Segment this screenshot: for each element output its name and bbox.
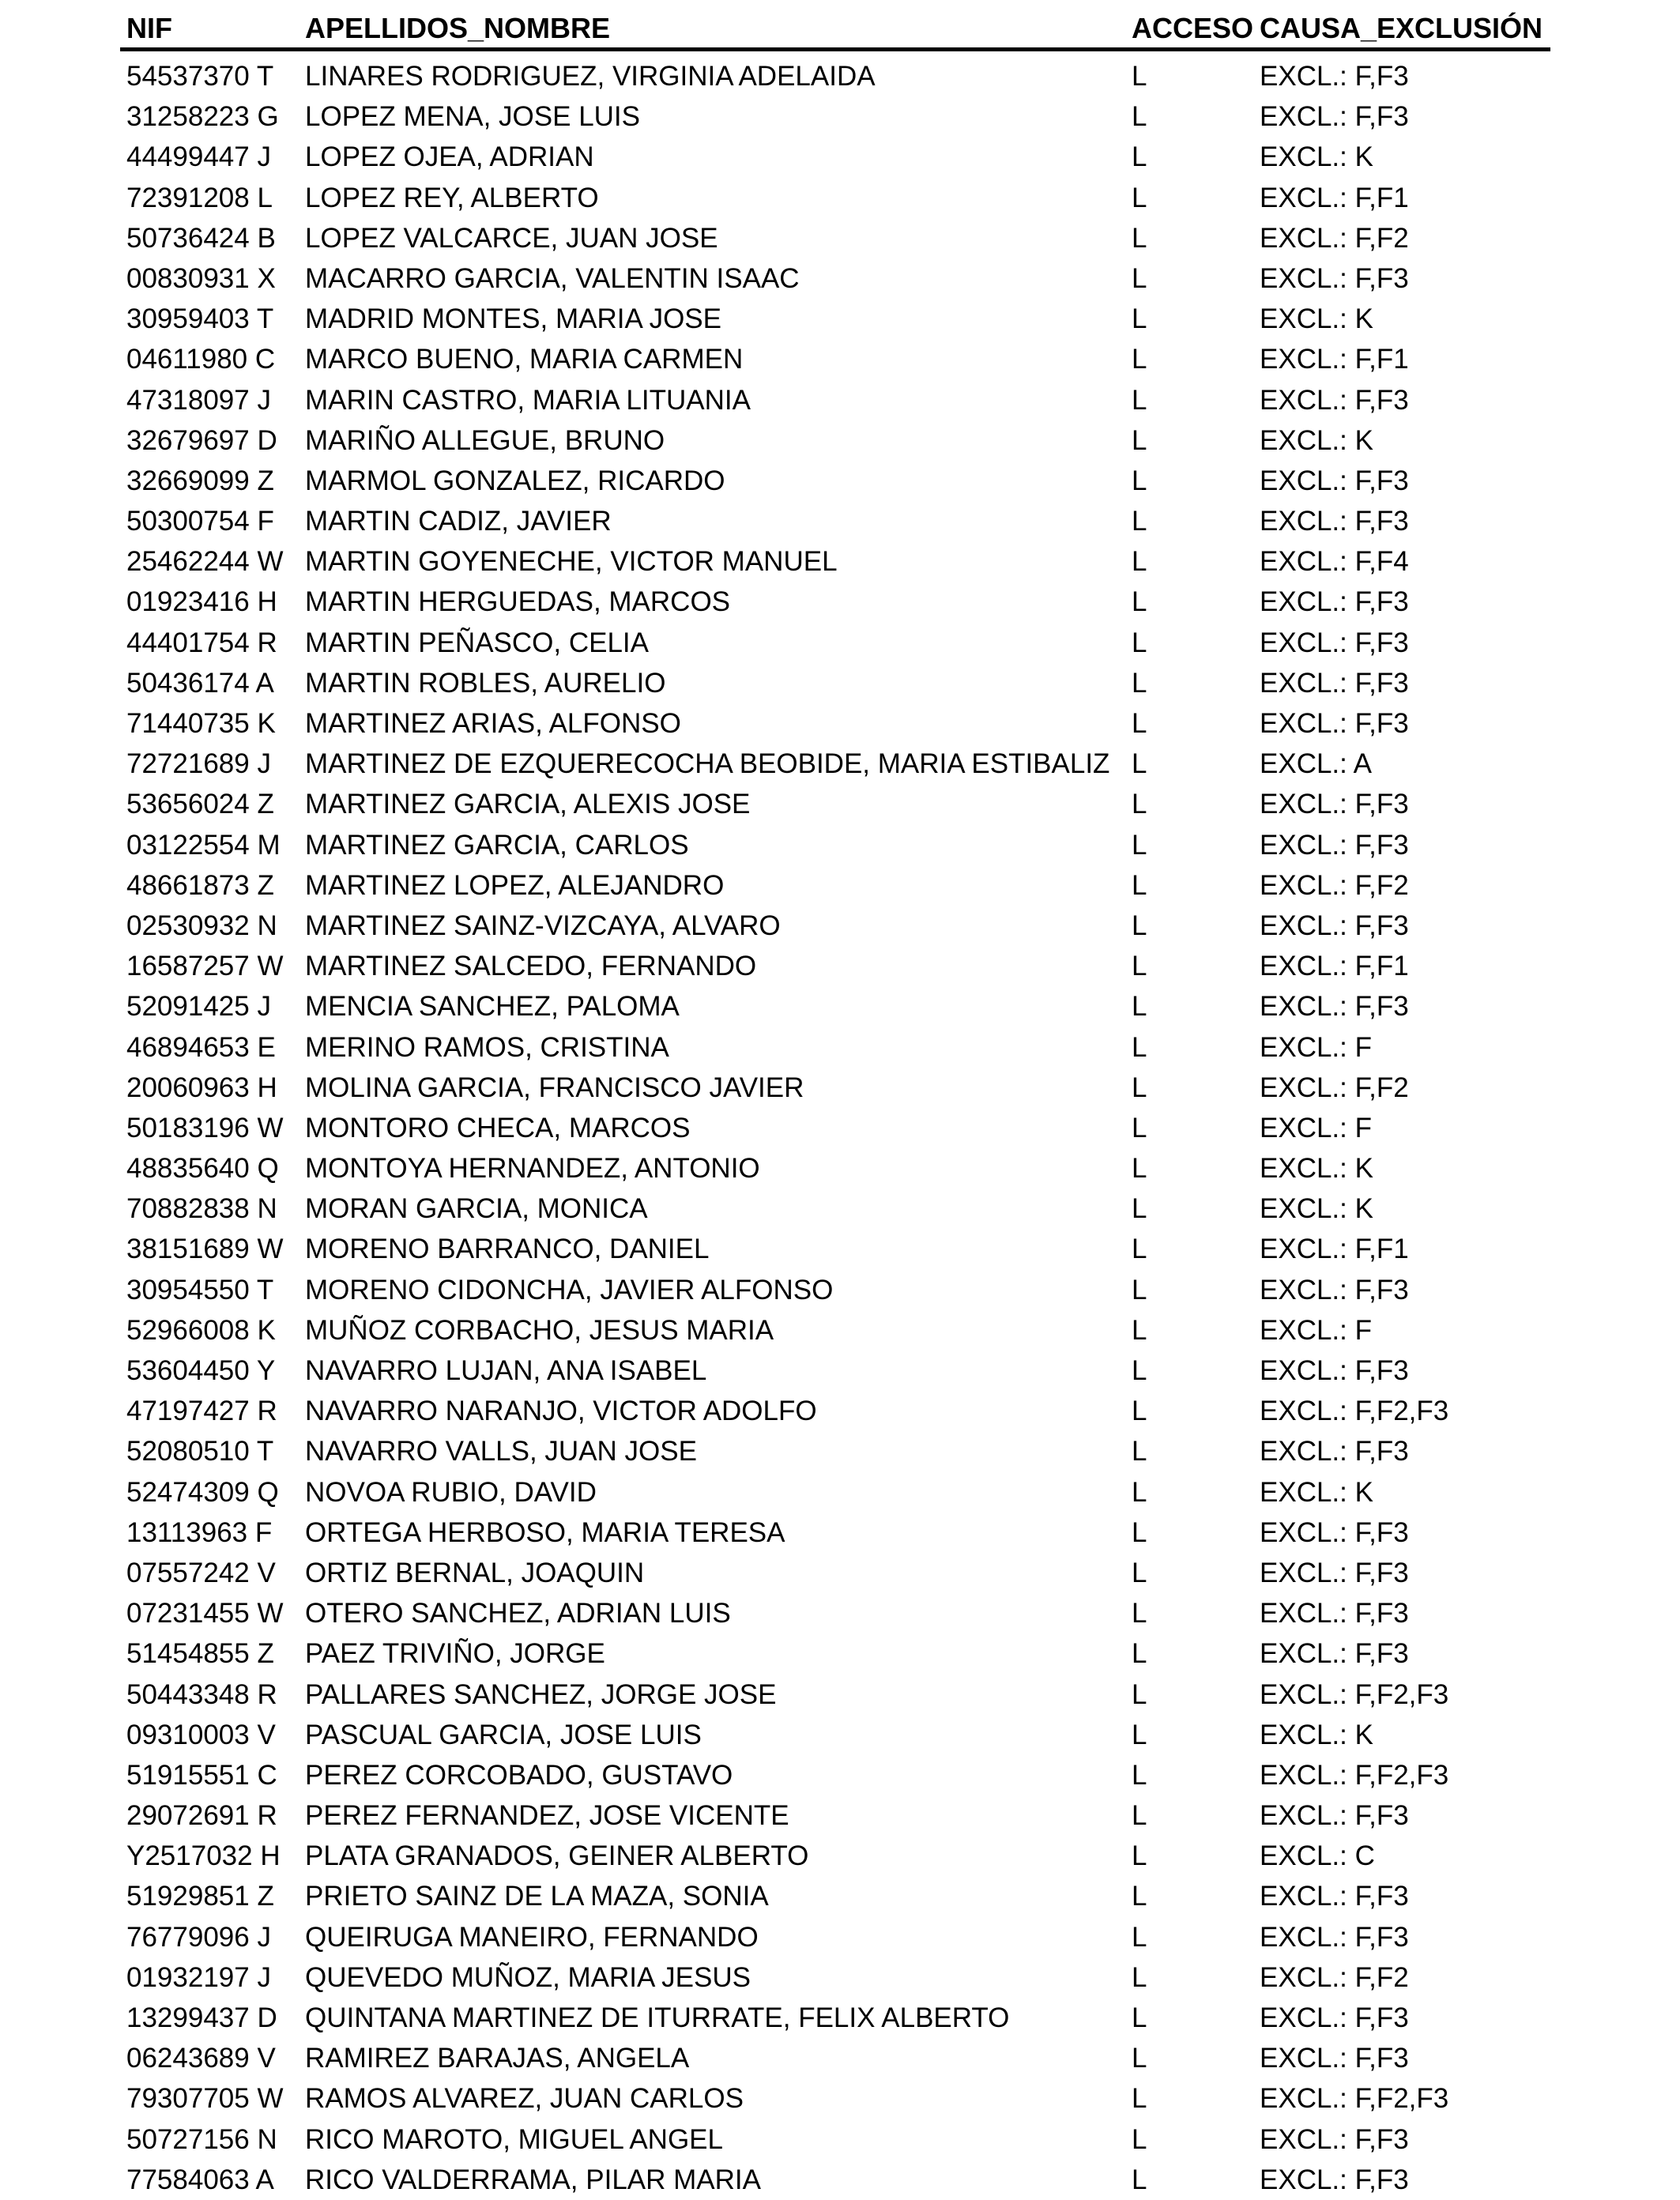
cell-nif: 52474309 Q (126, 1476, 279, 1508)
cell-nif: 47318097 J (126, 384, 271, 416)
table-row (0, 380, 1680, 420)
cell-causa-exclusion: EXCL.: F,F2 (1260, 869, 1409, 901)
cell-acceso: L (1132, 1800, 1147, 1832)
cell-nif: 13299437 D (126, 2002, 277, 2033)
cell-nif: 30954550 T (126, 1274, 274, 1305)
table-row (0, 986, 1680, 1027)
cell-causa-exclusion: EXCL.: F,F3 (1260, 667, 1409, 699)
cell-causa-exclusion: EXCL.: F,F3 (1260, 2164, 1409, 2195)
cell-apellidos-nombre: PRIETO SAINZ DE LA MAZA, SONIA (305, 1881, 769, 1912)
cell-nif: 53656024 Z (126, 789, 274, 820)
header-divider (120, 47, 1550, 51)
cell-nif: 32669099 Z (126, 465, 274, 496)
cell-apellidos-nombre: MARTIN HERGUEDAS, MARCOS (305, 586, 731, 618)
cell-nif: 25462244 W (126, 546, 284, 578)
cell-causa-exclusion: EXCL.: F,F4 (1260, 546, 1409, 578)
cell-nif: 00830931 X (126, 262, 276, 294)
cell-acceso: L (1132, 748, 1147, 780)
table-row (0, 178, 1680, 218)
cell-causa-exclusion: EXCL.: F,F3 (1260, 1881, 1409, 1912)
cell-acceso: L (1132, 1355, 1147, 1386)
cell-apellidos-nombre: MUÑOZ CORBACHO, JESUS MARIA (305, 1314, 774, 1346)
cell-apellidos-nombre: NAVARRO NARANJO, VICTOR ADOLFO (305, 1396, 817, 1427)
cell-acceso: L (1132, 1638, 1147, 1670)
cell-apellidos-nombre: RAMOS ALVAREZ, JUAN CARLOS (305, 2083, 744, 2115)
cell-apellidos-nombre: MARMOL GONZALEZ, RICARDO (305, 465, 725, 496)
table-row (0, 1472, 1680, 1512)
cell-acceso: L (1132, 1719, 1147, 1750)
cell-nif: 50727156 N (126, 2123, 277, 2155)
cell-apellidos-nombre: MARCO BUENO, MARIA CARMEN (305, 344, 744, 375)
cell-nif: 52966008 K (126, 1314, 276, 1346)
cell-nif: 76779096 J (126, 1921, 271, 1953)
cell-causa-exclusion: EXCL.: F,F3 (1260, 1516, 1409, 1548)
cell-causa-exclusion: EXCL.: K (1260, 141, 1373, 173)
cell-apellidos-nombre: MARTINEZ GARCIA, ALEXIS JOSE (305, 789, 751, 820)
cell-acceso: L (1132, 1314, 1147, 1346)
cell-causa-exclusion: EXCL.: F,F3 (1260, 829, 1409, 861)
table-row (0, 1270, 1680, 1310)
cell-causa-exclusion: EXCL.: F,F3 (1260, 506, 1409, 537)
table-header (0, 0, 1680, 49)
cell-causa-exclusion: EXCL.: F,F3 (1260, 1557, 1409, 1588)
cell-apellidos-nombre: PLATA GRANADOS, GEINER ALBERTO (305, 1840, 809, 1872)
cell-nif: 70882838 N (126, 1193, 277, 1225)
header-apellidos-nombre: APELLIDOS_NOMBRE (305, 12, 611, 44)
cell-causa-exclusion: EXCL.: F,F2 (1260, 1072, 1409, 1103)
cell-nif: 07557242 V (126, 1557, 276, 1588)
cell-apellidos-nombre: LINARES RODRIGUEZ, VIRGINIA ADELAIDA (305, 61, 876, 92)
cell-nif: 50443348 R (126, 1678, 277, 1710)
cell-nif: 79307705 W (126, 2083, 284, 2115)
cell-apellidos-nombre: MARTINEZ SAINZ-VIZCAYA, ALVARO (305, 910, 781, 941)
cell-apellidos-nombre: OTERO SANCHEZ, ADRIAN LUIS (305, 1598, 731, 1629)
cell-causa-exclusion: EXCL.: A (1260, 748, 1373, 780)
cell-nif: 32679697 D (126, 424, 277, 456)
cell-causa-exclusion: EXCL.: F,F3 (1260, 1355, 1409, 1386)
table-row (0, 906, 1680, 946)
table-row (0, 96, 1680, 137)
cell-acceso: L (1132, 1193, 1147, 1225)
cell-causa-exclusion: EXCL.: F,F2,F3 (1260, 1678, 1449, 1710)
cell-apellidos-nombre: MARTIN GOYENECHE, VICTOR MANUEL (305, 546, 838, 578)
table-row (0, 865, 1680, 906)
table-row (0, 1068, 1680, 1108)
cell-causa-exclusion: EXCL.: F,F3 (1260, 1274, 1409, 1305)
cell-nif: Y2517032 H (126, 1840, 281, 1872)
cell-causa-exclusion: EXCL.: K (1260, 1476, 1373, 1508)
cell-causa-exclusion: EXCL.: F,F3 (1260, 1598, 1409, 1629)
cell-apellidos-nombre: MARTIN CADIZ, JAVIER (305, 506, 612, 537)
cell-nif: 53604450 Y (126, 1355, 276, 1386)
cell-causa-exclusion: EXCL.: K (1260, 1719, 1373, 1750)
cell-apellidos-nombre: MENCIA SANCHEZ, PALOMA (305, 991, 680, 1023)
cell-apellidos-nombre: RICO MAROTO, MIGUEL ANGEL (305, 2123, 723, 2155)
cell-causa-exclusion: EXCL.: F,F1 (1260, 344, 1409, 375)
table-row (0, 1027, 1680, 1068)
table-row (0, 1189, 1680, 1229)
cell-apellidos-nombre: MORAN GARCIA, MONICA (305, 1193, 648, 1225)
cell-acceso: L (1132, 303, 1147, 335)
cell-causa-exclusion: EXCL.: C (1260, 1840, 1375, 1872)
cell-apellidos-nombre: ORTEGA HERBOSO, MARIA TERESA (305, 1516, 785, 1548)
cell-nif: 01923416 H (126, 586, 277, 618)
cell-apellidos-nombre: MERINO RAMOS, CRISTINA (305, 1031, 669, 1063)
cell-apellidos-nombre: MARTINEZ ARIAS, ALFONSO (305, 708, 681, 739)
table-row (0, 1351, 1680, 1391)
cell-nif: 77584063 A (126, 2164, 274, 2195)
cell-apellidos-nombre: LOPEZ MENA, JOSE LUIS (305, 101, 640, 133)
cell-apellidos-nombre: MARTIN ROBLES, AURELIO (305, 667, 666, 699)
cell-apellidos-nombre: PALLARES SANCHEZ, JORGE JOSE (305, 1678, 777, 1710)
cell-causa-exclusion: EXCL.: F,F3 (1260, 627, 1409, 658)
cell-apellidos-nombre: MONTORO CHECA, MARCOS (305, 1112, 691, 1143)
cell-apellidos-nombre: PASCUAL GARCIA, JOSE LUIS (305, 1719, 702, 1750)
cell-acceso: L (1132, 1396, 1147, 1427)
cell-nif: 02530932 N (126, 910, 277, 941)
cell-apellidos-nombre: MACARRO GARCIA, VALENTIN ISAAC (305, 262, 800, 294)
cell-apellidos-nombre: RAMIREZ BARAJAS, ANGELA (305, 2043, 690, 2074)
table-row (0, 946, 1680, 986)
table-row (0, 1876, 1680, 1916)
cell-apellidos-nombre: LOPEZ REY, ALBERTO (305, 182, 599, 213)
table-row (0, 501, 1680, 541)
cell-nif: 44401754 R (126, 627, 277, 658)
table-row (0, 218, 1680, 258)
cell-causa-exclusion: EXCL.: F,F3 (1260, 61, 1409, 92)
cell-causa-exclusion: EXCL.: F,F3 (1260, 2043, 1409, 2074)
table-row (0, 1512, 1680, 1553)
cell-causa-exclusion: EXCL.: F,F3 (1260, 910, 1409, 941)
table-row (0, 1715, 1680, 1755)
cell-acceso: L (1132, 1598, 1147, 1629)
cell-nif: 13113963 F (126, 1516, 273, 1548)
cell-apellidos-nombre: NAVARRO VALLS, JUAN JOSE (305, 1436, 697, 1467)
cell-apellidos-nombre: MORENO CIDONCHA, JAVIER ALFONSO (305, 1274, 834, 1305)
cell-nif: 50436174 A (126, 667, 274, 699)
cell-nif: 50183196 W (126, 1112, 284, 1143)
cell-apellidos-nombre: LOPEZ VALCARCE, JUAN JOSE (305, 222, 718, 254)
cell-nif: 38151689 W (126, 1234, 284, 1265)
cell-acceso: L (1132, 869, 1147, 901)
cell-nif: 48835640 Q (126, 1153, 279, 1185)
table-row (0, 56, 1680, 96)
cell-causa-exclusion: EXCL.: F,F3 (1260, 1800, 1409, 1832)
table-row (0, 1431, 1680, 1471)
cell-causa-exclusion: EXCL.: F,F3 (1260, 262, 1409, 294)
cell-nif: 54537370 T (126, 61, 274, 92)
cell-acceso: L (1132, 789, 1147, 820)
cell-acceso: L (1132, 951, 1147, 982)
cell-acceso: L (1132, 182, 1147, 213)
cell-acceso: L (1132, 1112, 1147, 1143)
cell-causa-exclusion: EXCL.: F,F3 (1260, 2002, 1409, 2033)
cell-acceso: L (1132, 61, 1147, 92)
cell-nif: 50736424 B (126, 222, 276, 254)
cell-causa-exclusion: EXCL.: F,F2,F3 (1260, 2083, 1449, 2115)
cell-apellidos-nombre: MADRID MONTES, MARIA JOSE (305, 303, 721, 335)
cell-acceso: L (1132, 1476, 1147, 1508)
cell-causa-exclusion: EXCL.: F,F3 (1260, 789, 1409, 820)
cell-apellidos-nombre: MOLINA GARCIA, FRANCISCO JAVIER (305, 1072, 804, 1103)
cell-apellidos-nombre: MARIÑO ALLEGUE, BRUNO (305, 424, 665, 456)
table-row (0, 299, 1680, 339)
table-row (0, 1310, 1680, 1351)
cell-acceso: L (1132, 1557, 1147, 1588)
cell-causa-exclusion: EXCL.: F (1260, 1314, 1372, 1346)
cell-causa-exclusion: EXCL.: K (1260, 303, 1373, 335)
cell-acceso: L (1132, 222, 1147, 254)
cell-causa-exclusion: EXCL.: F (1260, 1112, 1372, 1143)
table-row (0, 1593, 1680, 1633)
cell-acceso: L (1132, 829, 1147, 861)
cell-apellidos-nombre: MARTINEZ SALCEDO, FERNANDO (305, 951, 757, 982)
table-row (0, 1391, 1680, 1431)
cell-causa-exclusion: EXCL.: F,F3 (1260, 101, 1409, 133)
cell-apellidos-nombre: NAVARRO LUJAN, ANA ISABEL (305, 1355, 707, 1386)
header-nif: NIF (126, 12, 172, 44)
cell-acceso: L (1132, 1516, 1147, 1548)
cell-causa-exclusion: EXCL.: F,F3 (1260, 991, 1409, 1023)
cell-apellidos-nombre: NOVOA RUBIO, DAVID (305, 1476, 597, 1508)
table-row (0, 1108, 1680, 1148)
cell-acceso: L (1132, 262, 1147, 294)
table-row (0, 784, 1680, 824)
cell-nif: 01932197 J (126, 1961, 271, 1993)
table-row (0, 258, 1680, 299)
table-row (0, 2038, 1680, 2078)
table-row (0, 420, 1680, 461)
cell-nif: 71440735 K (126, 708, 276, 739)
table-row (0, 1633, 1680, 1674)
table-row (0, 1957, 1680, 1998)
cell-acceso: L (1132, 1961, 1147, 1993)
cell-apellidos-nombre: MARTINEZ LOPEZ, ALEJANDRO (305, 869, 725, 901)
table-row (0, 2160, 1680, 2200)
cell-acceso: L (1132, 424, 1147, 456)
cell-acceso: L (1132, 2164, 1147, 2195)
cell-acceso: L (1132, 2123, 1147, 2155)
cell-nif: 72721689 J (126, 748, 271, 780)
cell-nif: 16587257 W (126, 951, 284, 982)
cell-acceso: L (1132, 708, 1147, 739)
table-row (0, 1795, 1680, 1836)
header-acceso: ACCESO (1132, 12, 1254, 44)
cell-nif: 50300754 F (126, 506, 274, 537)
cell-apellidos-nombre: ORTIZ BERNAL, JOAQUIN (305, 1557, 645, 1588)
cell-causa-exclusion: EXCL.: F,F1 (1260, 182, 1409, 213)
cell-nif: 30959403 T (126, 303, 274, 335)
cell-apellidos-nombre: QUINTANA MARTINEZ DE ITURRATE, FELIX ALBERTO (305, 2002, 1010, 2033)
cell-nif: 51929851 Z (126, 1881, 274, 1912)
table-row (0, 461, 1680, 501)
cell-nif: 72391208 L (126, 182, 273, 213)
cell-acceso: L (1132, 141, 1147, 173)
cell-acceso: L (1132, 910, 1147, 941)
cell-acceso: L (1132, 2043, 1147, 2074)
cell-acceso: L (1132, 546, 1147, 578)
cell-causa-exclusion: EXCL.: F,F2 (1260, 222, 1409, 254)
cell-causa-exclusion: EXCL.: F,F2 (1260, 1961, 1409, 1993)
cell-nif: 44499447 J (126, 141, 271, 173)
cell-acceso: L (1132, 1072, 1147, 1103)
table-row (0, 1755, 1680, 1795)
cell-causa-exclusion: EXCL.: F,F3 (1260, 586, 1409, 618)
cell-causa-exclusion: EXCL.: F,F3 (1260, 1921, 1409, 1953)
cell-apellidos-nombre: MONTOYA HERNANDEZ, ANTONIO (305, 1153, 760, 1185)
table-row (0, 1674, 1680, 1715)
cell-acceso: L (1132, 1234, 1147, 1265)
cell-apellidos-nombre: QUEVEDO MUÑOZ, MARIA JESUS (305, 1961, 751, 1993)
cell-apellidos-nombre: MARTINEZ DE EZQUERECOCHA BEOBIDE, MARIA ESTIBALIZ (305, 748, 1110, 780)
cell-acceso: L (1132, 506, 1147, 537)
cell-nif: 09310003 V (126, 1719, 276, 1750)
cell-apellidos-nombre: MARIN CASTRO, MARIA LITUANIA (305, 384, 751, 416)
cell-acceso: L (1132, 627, 1147, 658)
cell-nif: 52091425 J (126, 991, 271, 1023)
cell-causa-exclusion: EXCL.: F,F3 (1260, 2123, 1409, 2155)
cell-acceso: L (1132, 101, 1147, 133)
cell-acceso: L (1132, 991, 1147, 1023)
cell-causa-exclusion: EXCL.: F (1260, 1031, 1372, 1063)
table-row (0, 339, 1680, 379)
table-body (0, 56, 1680, 2200)
cell-apellidos-nombre: PAEZ TRIVIÑO, JORGE (305, 1638, 605, 1670)
table-row (0, 1553, 1680, 1593)
cell-apellidos-nombre: QUEIRUGA MANEIRO, FERNANDO (305, 1921, 759, 1953)
cell-acceso: L (1132, 1881, 1147, 1912)
cell-causa-exclusion: EXCL.: F,F2,F3 (1260, 1759, 1449, 1791)
cell-causa-exclusion: EXCL.: K (1260, 424, 1373, 456)
cell-causa-exclusion: EXCL.: F,F3 (1260, 1638, 1409, 1670)
cell-acceso: L (1132, 586, 1147, 618)
table-row (0, 541, 1680, 582)
cell-nif: 51915551 C (126, 1759, 277, 1791)
table-row (0, 623, 1680, 663)
cell-apellidos-nombre: PEREZ CORCOBADO, GUSTAVO (305, 1759, 733, 1791)
table-row (0, 137, 1680, 177)
cell-nif: 47197427 R (126, 1396, 277, 1427)
cell-acceso: L (1132, 344, 1147, 375)
table-row (0, 663, 1680, 703)
cell-causa-exclusion: EXCL.: K (1260, 1193, 1373, 1225)
cell-acceso: L (1132, 667, 1147, 699)
cell-acceso: L (1132, 384, 1147, 416)
cell-causa-exclusion: EXCL.: F,F3 (1260, 384, 1409, 416)
cell-causa-exclusion: EXCL.: F,F3 (1260, 708, 1409, 739)
table-row (0, 744, 1680, 784)
cell-apellidos-nombre: PEREZ FERNANDEZ, JOSE VICENTE (305, 1800, 789, 1832)
table-row (0, 2078, 1680, 2119)
cell-nif: 06243689 V (126, 2043, 276, 2074)
cell-nif: 29072691 R (126, 1800, 277, 1832)
cell-acceso: L (1132, 465, 1147, 496)
cell-apellidos-nombre: MORENO BARRANCO, DANIEL (305, 1234, 710, 1265)
cell-nif: 51454855 Z (126, 1638, 274, 1670)
table-row (0, 1229, 1680, 1269)
cell-acceso: L (1132, 1153, 1147, 1185)
cell-acceso: L (1132, 1274, 1147, 1305)
cell-causa-exclusion: EXCL.: F,F3 (1260, 1436, 1409, 1467)
cell-nif: 46894653 E (126, 1031, 276, 1063)
cell-acceso: L (1132, 1759, 1147, 1791)
table-row (0, 2119, 1680, 2160)
cell-nif: 31258223 G (126, 101, 279, 133)
cell-acceso: L (1132, 1678, 1147, 1710)
cell-apellidos-nombre: LOPEZ OJEA, ADRIAN (305, 141, 594, 173)
cell-apellidos-nombre: MARTIN PEÑASCO, CELIA (305, 627, 650, 658)
table-row (0, 1998, 1680, 2038)
cell-nif: 07231455 W (126, 1598, 284, 1629)
cell-nif: 04611980 C (126, 344, 276, 375)
cell-apellidos-nombre: RICO VALDERRAMA, PILAR MARIA (305, 2164, 761, 2195)
cell-causa-exclusion: EXCL.: F,F3 (1260, 465, 1409, 496)
cell-causa-exclusion: EXCL.: F,F1 (1260, 951, 1409, 982)
table-row (0, 703, 1680, 744)
cell-causa-exclusion: EXCL.: F,F1 (1260, 1234, 1409, 1265)
table-row (0, 1917, 1680, 1957)
table-row (0, 1148, 1680, 1189)
header-causa-exclusion: CAUSA_EXCLUSIÓN (1260, 12, 1543, 44)
cell-nif: 48661873 Z (126, 869, 274, 901)
cell-acceso: L (1132, 1031, 1147, 1063)
cell-apellidos-nombre: MARTINEZ GARCIA, CARLOS (305, 829, 689, 861)
cell-nif: 20060963 H (126, 1072, 277, 1103)
cell-nif: 03122554 M (126, 829, 281, 861)
table-row (0, 1836, 1680, 1876)
cell-acceso: L (1132, 1436, 1147, 1467)
table-row (0, 825, 1680, 865)
cell-causa-exclusion: EXCL.: F,F2,F3 (1260, 1396, 1449, 1427)
cell-acceso: L (1132, 2002, 1147, 2033)
table-row (0, 582, 1680, 622)
cell-acceso: L (1132, 1921, 1147, 1953)
cell-nif: 52080510 T (126, 1436, 274, 1467)
cell-causa-exclusion: EXCL.: K (1260, 1153, 1373, 1185)
cell-acceso: L (1132, 1840, 1147, 1872)
cell-acceso: L (1132, 2083, 1147, 2115)
